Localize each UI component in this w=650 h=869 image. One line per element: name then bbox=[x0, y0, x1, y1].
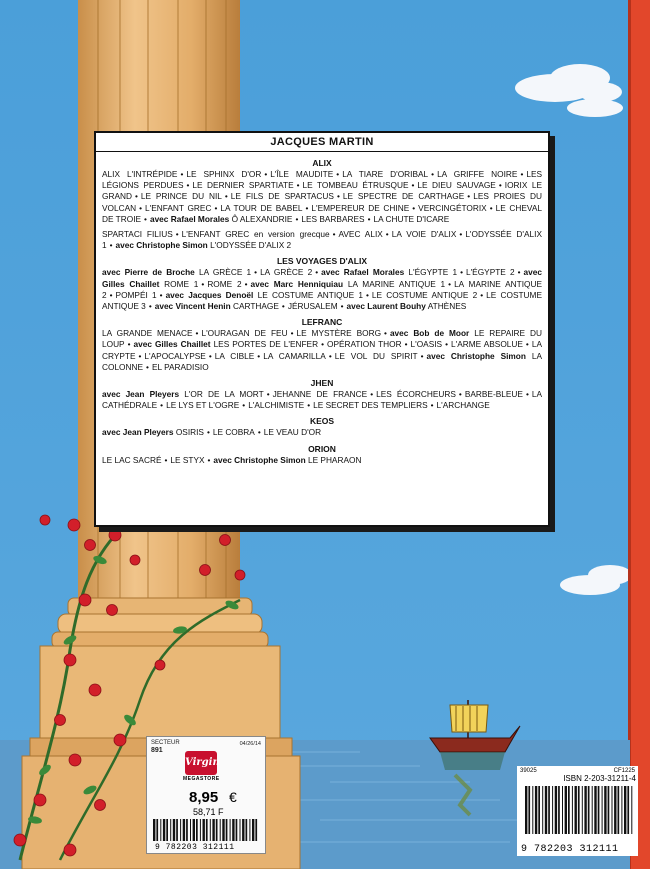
bullet-separator: • bbox=[109, 240, 113, 251]
spine bbox=[630, 0, 650, 869]
barcode-bar bbox=[624, 786, 626, 834]
album-title: LE VOL DU SPIRIT bbox=[334, 350, 418, 361]
barcode-bar bbox=[572, 786, 573, 834]
album-title: L'ENFANT GREC bbox=[145, 202, 212, 213]
coauthor: avec Jean Pleyers bbox=[102, 427, 174, 438]
barcode-bar bbox=[210, 819, 211, 841]
barcode-bar bbox=[160, 819, 161, 841]
sector-info bbox=[151, 740, 180, 754]
bullet-separator: • bbox=[224, 191, 228, 202]
bullet-separator: • bbox=[175, 229, 179, 240]
album-title: L'ARME ABSOLUE bbox=[451, 339, 523, 350]
bullet-separator: • bbox=[307, 400, 311, 411]
coauthor: avec Pierre de Broche bbox=[102, 267, 195, 278]
barcode-bar bbox=[249, 819, 250, 841]
title-paragraph bbox=[102, 427, 542, 438]
bullet-separator: • bbox=[498, 180, 502, 191]
title-paragraph bbox=[102, 169, 542, 225]
barcode-bar bbox=[203, 819, 205, 841]
barcode-bar bbox=[558, 786, 560, 834]
barcode-bar bbox=[575, 786, 577, 834]
bullet-separator: • bbox=[159, 289, 163, 300]
album-title: L'ENFANT GREC en version grecque bbox=[181, 229, 330, 240]
barcode-bar bbox=[578, 786, 580, 834]
bullet-separator: • bbox=[431, 169, 435, 179]
bullet-separator: • bbox=[525, 339, 529, 350]
album-title: LE FILS DE SPARTACUS bbox=[230, 191, 334, 202]
series-list bbox=[102, 158, 542, 466]
bullet-separator: • bbox=[305, 202, 309, 213]
barcode-bar bbox=[631, 786, 632, 834]
bullet-separator: • bbox=[266, 389, 270, 400]
album-title: JÉRUSALEM bbox=[287, 301, 338, 312]
album-title: AVEC ALIX bbox=[338, 229, 383, 240]
bullet-separator: • bbox=[180, 169, 184, 179]
barcode-bar bbox=[525, 786, 527, 834]
album-title: L'OR DE LA MORT bbox=[184, 389, 264, 400]
bullet-separator: • bbox=[139, 202, 143, 213]
price-franc: 58,71 F bbox=[193, 807, 224, 817]
bullet-separator: • bbox=[458, 389, 462, 400]
coauthor: avec Laurent Bouhy bbox=[346, 301, 426, 312]
bullet-separator: • bbox=[186, 180, 190, 191]
album-title: L'OASIS bbox=[410, 339, 443, 350]
album-title: LE COBRA bbox=[212, 427, 255, 438]
album-title: LE TOMBEAU ÉTRUSQUE bbox=[302, 180, 409, 191]
sector-label: SECTEUR bbox=[151, 740, 180, 746]
barcode-bar bbox=[548, 786, 550, 834]
barcode-bar bbox=[232, 819, 234, 841]
bullet-separator: • bbox=[336, 191, 340, 202]
barcode-bar bbox=[170, 819, 171, 841]
album-title: LE DERNIER SPARTIATE bbox=[192, 180, 294, 191]
album-title: LE LAC SACRÉ bbox=[102, 454, 162, 465]
series-block bbox=[102, 416, 542, 438]
title-paragraph bbox=[102, 389, 542, 411]
album-title: LES PORTES DE L'ENFER bbox=[213, 339, 319, 350]
series-title: LES VOYAGES D'ALIX bbox=[276, 256, 368, 267]
bullet-separator: • bbox=[412, 202, 416, 213]
bullet-separator: • bbox=[244, 278, 248, 289]
album-title: ROME 1 bbox=[164, 278, 199, 289]
series-titles bbox=[102, 455, 542, 466]
bullet-separator: • bbox=[127, 339, 131, 350]
bullet-separator: • bbox=[144, 213, 147, 224]
bullet-separator: • bbox=[384, 328, 387, 339]
album-title: SPARTACI FILIUS bbox=[102, 229, 173, 240]
barcode-bar bbox=[594, 786, 596, 834]
album-title: LA CIBLE bbox=[214, 350, 255, 361]
album-title: LE COSTUME ANTIQUE 2 bbox=[371, 289, 478, 300]
barcode-bar bbox=[226, 819, 228, 841]
album-title: LES LÉGIONS PERDUES bbox=[102, 169, 543, 191]
title-paragraph bbox=[102, 267, 542, 312]
barcode-bar bbox=[621, 786, 622, 834]
album-title: LA CHUTE D'ICARE bbox=[373, 213, 450, 224]
barcode-bar bbox=[602, 786, 603, 834]
barcode-bar bbox=[538, 786, 540, 834]
barcode-bar bbox=[545, 786, 547, 834]
bullet-separator: • bbox=[365, 289, 369, 300]
barcode-bar bbox=[528, 786, 530, 834]
title-paragraph bbox=[102, 229, 542, 251]
bullet-separator: • bbox=[264, 169, 268, 179]
barcode-bar bbox=[236, 819, 238, 841]
album-title: L'ARCHANGE bbox=[436, 400, 490, 411]
album-title: LE REPAIRE DU LOUP bbox=[102, 328, 542, 350]
album-title: LA GRÈCE 2 bbox=[260, 267, 313, 278]
series-title: ALIX bbox=[312, 158, 332, 168]
coauthor: avec Rafael Morales bbox=[321, 267, 405, 278]
barcode-bar bbox=[612, 786, 613, 834]
album-title: LA MARINE ANTIQUE 1 bbox=[347, 278, 446, 289]
bullet-separator: • bbox=[448, 278, 452, 289]
barcode-bar bbox=[176, 819, 178, 841]
barcode-bar bbox=[614, 786, 616, 834]
barcode-bar bbox=[255, 819, 257, 841]
barcode-bar bbox=[568, 786, 570, 834]
bullet-separator: • bbox=[385, 229, 389, 240]
isbn-block bbox=[517, 766, 638, 856]
barcode-bar bbox=[163, 819, 165, 841]
bullet-separator: • bbox=[430, 400, 434, 411]
coauthor: avec Bob de Moor bbox=[389, 328, 470, 339]
bullet-separator: • bbox=[138, 350, 142, 361]
album-title: LA COLONNE bbox=[102, 350, 542, 372]
isbn-code-right: CF1225 bbox=[613, 768, 635, 774]
series-block bbox=[102, 158, 542, 251]
bullet-separator: • bbox=[517, 267, 521, 278]
coauthor: avec Jean Pleyers bbox=[102, 389, 180, 400]
series-block bbox=[102, 378, 542, 411]
album-title: LA GRÈCE 1 bbox=[198, 267, 252, 278]
isbn-number: ISBN 2-203-31211-4 bbox=[563, 774, 636, 783]
bullet-separator: • bbox=[254, 267, 258, 278]
coauthor: avec Vincent Henin bbox=[154, 301, 231, 312]
series-titles bbox=[102, 267, 542, 312]
sticker-barcode bbox=[151, 819, 261, 853]
bullet-separator: • bbox=[134, 191, 138, 202]
album-title: LA CRYPTE bbox=[102, 339, 542, 361]
bullet-separator: • bbox=[480, 289, 484, 300]
bullet-separator: • bbox=[208, 350, 212, 361]
barcode-bar bbox=[604, 786, 606, 834]
coauthor: avec Jacques Denoël bbox=[165, 289, 254, 300]
barcode-bar bbox=[200, 819, 201, 841]
bullet-separator: • bbox=[459, 229, 463, 240]
barcode-bar bbox=[206, 819, 208, 841]
bullet-separator: • bbox=[460, 267, 463, 278]
bullet-separator: • bbox=[160, 400, 164, 411]
store-name: MEGASTORE bbox=[183, 776, 220, 782]
price-sticker bbox=[146, 736, 266, 854]
bullet-separator: • bbox=[146, 361, 149, 372]
bullet-separator: • bbox=[295, 213, 299, 224]
album-title: ROME 2 bbox=[207, 278, 242, 289]
album-title: LA CAMARILLA bbox=[263, 350, 326, 361]
series-title: LEFRANC bbox=[301, 317, 343, 328]
album-title: LES BARBARES bbox=[301, 213, 365, 224]
coauthor: avec Christophe Simon bbox=[213, 454, 306, 465]
bullet-separator: • bbox=[367, 213, 371, 224]
barcode-bar bbox=[190, 819, 191, 841]
bullet-separator: • bbox=[332, 229, 336, 240]
coauthor: avec Gilles Chaillet bbox=[102, 267, 542, 289]
series-title: JHEN bbox=[310, 378, 334, 389]
barcode-bar bbox=[193, 819, 195, 841]
barcode-bar bbox=[246, 819, 248, 841]
price-euro: 8,95 bbox=[189, 789, 219, 806]
album-title: LE SPHINX D'OR bbox=[186, 169, 262, 179]
series-title: ORION bbox=[308, 443, 336, 454]
album-title: LE DIEU SAUVAGE bbox=[417, 180, 496, 191]
album-title: BARBE-BLEUE bbox=[464, 389, 523, 400]
coauthor: avec Marc Henniquiau bbox=[250, 278, 344, 289]
album-title: L'OURAGAN DE FEU bbox=[201, 328, 288, 339]
coauthor: avec Christophe Simon bbox=[115, 240, 208, 251]
album-title: LA MARINE ANTIQUE 2 bbox=[102, 278, 542, 300]
barcode-bar bbox=[153, 819, 155, 841]
album-title: LE LYS ET L'OGRE bbox=[166, 400, 240, 411]
barcode-bar bbox=[252, 819, 254, 841]
barcode-bar bbox=[220, 819, 221, 841]
album-title: L'ÉGYPTE 1 bbox=[408, 267, 458, 278]
euro-sign: € bbox=[229, 789, 237, 805]
title-paragraph bbox=[102, 455, 542, 466]
album-title: LES ÉCORCHEURS bbox=[376, 389, 456, 400]
series-block bbox=[102, 444, 542, 466]
isbn-barcode-digits: 9 782203 312111 bbox=[521, 844, 619, 855]
barcode-bar bbox=[216, 819, 218, 841]
barcode-bar bbox=[532, 786, 533, 834]
barcode-bar bbox=[196, 819, 198, 841]
coauthor: avec Rafael Morales bbox=[149, 213, 230, 224]
sticker-barcode-digits: 9 782203 312111 bbox=[155, 843, 235, 852]
album-title: LA VOIE D'ALIX bbox=[391, 229, 457, 240]
album-title: LE VEAU D'OR bbox=[263, 427, 322, 438]
barcode-bars bbox=[151, 819, 261, 843]
bullet-separator: • bbox=[370, 389, 374, 400]
bullet-separator: • bbox=[411, 180, 415, 191]
bullet-separator: • bbox=[404, 339, 408, 350]
bullet-separator: • bbox=[420, 350, 424, 361]
series-titles bbox=[102, 389, 542, 411]
album-title: LA TIARE D'ORIBAL bbox=[342, 169, 429, 179]
bullet-separator: • bbox=[296, 180, 300, 191]
album-title: LES PROIES DU VOLCAN bbox=[102, 191, 542, 213]
album-title: LA GRIFFE NOIRE bbox=[437, 169, 518, 179]
barcode-bar bbox=[240, 819, 241, 841]
album-title: ATHÈNES bbox=[427, 301, 467, 312]
barcode-bar bbox=[598, 786, 600, 834]
album-title: OPÉRATION THOR bbox=[327, 339, 402, 350]
series-title: KEOS bbox=[309, 416, 335, 427]
album-title: L'ODYSSÉE D'ALIX 1 bbox=[102, 229, 542, 251]
barcode-bar bbox=[222, 819, 224, 841]
album-title: Ô ALEXANDRIE bbox=[231, 213, 293, 224]
bullet-separator: • bbox=[445, 339, 448, 350]
bullet-separator: • bbox=[201, 278, 205, 289]
album-title: LE COSTUME ANTIQUE 3 bbox=[102, 289, 542, 312]
bullet-separator: • bbox=[321, 339, 324, 350]
series-block bbox=[102, 317, 542, 373]
album-title: EL PARADISIO bbox=[151, 361, 209, 372]
barcode-bar bbox=[584, 786, 586, 834]
album-title: JEHANNE DE FRANCE bbox=[272, 389, 368, 400]
bullet-separator: • bbox=[520, 169, 524, 179]
album-title: L'ODYSSÉE D'ALIX 2 bbox=[210, 240, 292, 251]
isbn-barcode bbox=[523, 786, 635, 842]
bullet-separator: • bbox=[467, 191, 471, 202]
barcode-bar bbox=[582, 786, 583, 834]
series-titles bbox=[102, 169, 542, 251]
album-title: LA GRANDE MENACE bbox=[102, 328, 193, 339]
isbn-code-left: 39025 bbox=[520, 768, 537, 774]
barcode-bar bbox=[555, 786, 557, 834]
barcode-bar bbox=[230, 819, 231, 841]
barcode-bar bbox=[588, 786, 590, 834]
bullet-separator: • bbox=[525, 389, 529, 400]
album-title: L'ALCHIMISTE bbox=[248, 400, 305, 411]
album-title: LE SPECTRE DE CARTHAGE bbox=[342, 191, 465, 202]
bullet-separator: • bbox=[290, 328, 294, 339]
album-title: IORIX LE GRAND bbox=[102, 180, 542, 202]
album-title: LE PHARAON bbox=[307, 454, 362, 465]
bullet-separator: • bbox=[148, 301, 152, 312]
album-title: LE COSTUME ANTIQUE 1 bbox=[257, 289, 363, 300]
bullet-separator: • bbox=[214, 202, 218, 213]
barcode-bar bbox=[166, 819, 168, 841]
bullet-separator: • bbox=[109, 289, 113, 300]
bullet-separator: • bbox=[315, 267, 319, 278]
album-title: LA CATHÉDRALE bbox=[102, 389, 542, 411]
series-titles bbox=[102, 427, 542, 438]
title-paragraph bbox=[102, 328, 542, 373]
barcode-bar bbox=[627, 786, 629, 834]
album-title: LA TOUR DE BABEL bbox=[220, 202, 303, 213]
sticker-date: 04/26/14 bbox=[239, 741, 261, 747]
sector-number: 891 bbox=[151, 747, 163, 754]
album-title: LE SECRET DES TEMPLIERS bbox=[313, 400, 428, 411]
bullet-separator: • bbox=[242, 400, 246, 411]
barcode-bar bbox=[180, 819, 181, 841]
barcode-bar bbox=[618, 786, 620, 834]
coauthor: avec Gilles Chaillet bbox=[133, 339, 211, 350]
virgin-logo: Virgin bbox=[185, 751, 217, 775]
barcode-bar bbox=[562, 786, 563, 834]
series-block bbox=[102, 256, 542, 312]
album-title: L'ÉGYPTE 2 bbox=[465, 267, 515, 278]
album-title: ALIX L'INTRÉPIDE bbox=[102, 169, 178, 179]
coauthor: avec Christophe Simon bbox=[426, 350, 526, 361]
barcode-bar bbox=[608, 786, 610, 834]
album-title: LE CHEVAL DE TROIE bbox=[102, 202, 542, 224]
album-title: VERCINGÉTORIX bbox=[418, 202, 487, 213]
bullet-separator: • bbox=[206, 427, 210, 438]
album-title: CARTHAGE bbox=[232, 301, 279, 312]
bullet-separator: • bbox=[207, 454, 211, 465]
album-title: LE MYSTÈRE BORG bbox=[296, 328, 382, 339]
album-title: LE PRINCE DU NIL bbox=[140, 191, 222, 202]
barcode-bar bbox=[565, 786, 567, 834]
barcode-bar bbox=[542, 786, 543, 834]
bullet-separator: • bbox=[257, 350, 261, 361]
bullet-separator: • bbox=[328, 350, 332, 361]
barcode-bar bbox=[183, 819, 185, 841]
bullet-separator: • bbox=[489, 202, 493, 213]
bullet-separator: • bbox=[257, 427, 261, 438]
album-title: L'APOCALYPSE bbox=[144, 350, 206, 361]
album-title: LE STYX bbox=[170, 454, 205, 465]
barcode-bar bbox=[552, 786, 553, 834]
series-titles bbox=[102, 328, 542, 373]
album-title: L'EMPEREUR DE CHINE bbox=[311, 202, 410, 213]
bullet-separator: • bbox=[340, 301, 344, 312]
bullet-separator: • bbox=[336, 169, 340, 179]
barcode-bar bbox=[535, 786, 537, 834]
barcode-bar bbox=[186, 819, 188, 841]
bullet-separator: • bbox=[164, 454, 168, 465]
barcode-bar bbox=[156, 819, 158, 841]
barcode-bar bbox=[242, 819, 244, 841]
bullet-separator: • bbox=[195, 328, 199, 339]
album-title: POMPÉI 1 bbox=[115, 289, 157, 300]
barcode-bar bbox=[592, 786, 593, 834]
barcode-bar bbox=[212, 819, 214, 841]
album-title: OSIRIS bbox=[175, 427, 204, 438]
author-name: JACQUES MARTIN bbox=[96, 133, 548, 152]
barcode-bar bbox=[173, 819, 175, 841]
bullet-separator: • bbox=[281, 301, 285, 312]
album-title: L'ÎLE MAUDITE bbox=[270, 169, 334, 179]
bibliography-panel bbox=[94, 131, 550, 527]
